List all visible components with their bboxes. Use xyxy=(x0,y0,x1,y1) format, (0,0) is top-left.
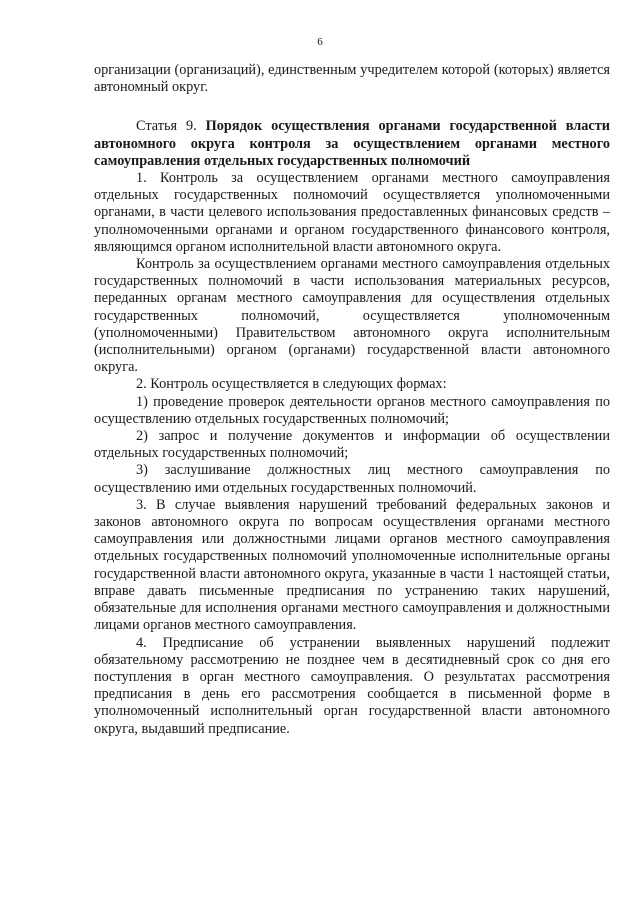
article-label: Статья 9. xyxy=(136,118,197,135)
article-title: Порядок осуществления органами государственной власти автономного округа контроля за осуществлением органами местного самоуправления отдельных государственных полномочий xyxy=(94,118,611,169)
paragraph-part-1-continued: Контроль за осуществлением органами местного самоуправления отдельных государственных полномочий в части использования материальных ресурсов, переданных органам местного самоуправления для осуществления отдельных государственных полномочий, осуществляется уполномоченным (уполномоченными) Правительством автономного округа исполнительным (исполнительными) органом (органами) государственной власти автономного округа. xyxy=(94,256,610,376)
paragraph-part-4: 4. Предписание об устранении выявленных нарушений подлежит обязательному рассмотрению не позднее чем в десятидневный срок со дня его поступления в орган местного самоуправления. О результатах рассмотрения предписания в день его рассмотрения сообщается в письменной форме в уполномоченный исполнительный орган государственной власти автономного округа, выдавший предписание. xyxy=(94,634,610,737)
list-item-2: 2) запрос и получение документов и информации об осуществлении отдельных государственных полномочий; xyxy=(94,428,610,462)
page-number: 6 xyxy=(317,36,323,48)
list-item-1: 1) проведение проверок деятельности органов местного самоуправления по осуществлению отдельных государственных полномочий; xyxy=(94,393,610,427)
document-body xyxy=(94,62,610,738)
paragraph-part-1: 1. Контроль за осуществлением органами местного самоуправления отдельных государственных полномочий осуществляется уполномоченными органами, в части целевого использования предоставленных финансовых средств – уполномоченными органами и органом государственного финансового контроля, являющимся органом исполнительной власти автономного округа. xyxy=(94,170,610,255)
carryover-paragraph: организации (организаций), единственным учредителем которой (которых) является автономный округ. xyxy=(94,62,610,96)
paragraph-part-2: 2. Контроль осуществляется в следующих формах: xyxy=(136,376,447,393)
article-heading xyxy=(94,118,610,170)
paragraph-part-3: 3. В случае выявления нарушений требований федеральных законов и законов автономного округа по вопросам осуществления органами местного самоуправления или должностными лицами органов местного самоуправления отдельных государственных полномочий уполномоченные исполнительные органы государственной власти автономного округа, указанные в части 1 настоящей статьи, вправе давать письменные предписания по устранению таких нарушений, обязательные для исполнения органами местного самоуправления и должностными лицами органов местного самоуправления. xyxy=(94,496,610,634)
list-item-3: 3) заслушивание должностных лиц местного самоуправления по осуществлению ими отдельных государственных полномочий. xyxy=(94,462,610,496)
